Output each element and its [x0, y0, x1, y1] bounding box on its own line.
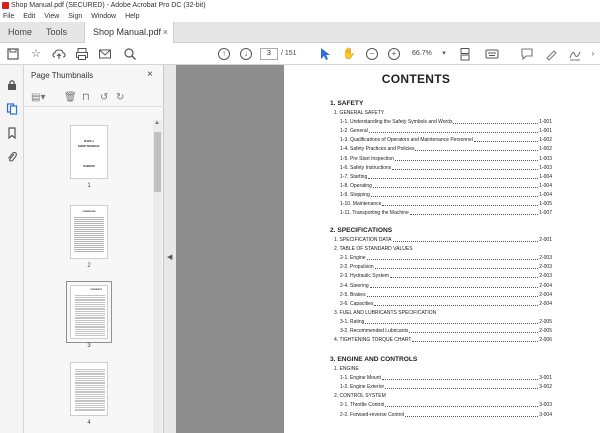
toc-entry[interactable] — [340, 210, 552, 216]
thumbnail-number-1: 1 — [87, 183, 91, 189]
thumb2-text-block — [74, 216, 104, 252]
highlight-pen-icon[interactable] — [544, 47, 558, 61]
toc-leader-dots — [373, 183, 538, 188]
menu-sign[interactable]: Sign — [68, 13, 83, 20]
main-toolbar — [0, 43, 600, 65]
tab-bar — [0, 22, 600, 43]
bookmark-star-icon[interactable]: ☆ — [31, 48, 41, 60]
toc-entry[interactable] — [340, 128, 552, 134]
thumbnail-page-3[interactable] — [70, 285, 108, 339]
toc-entry-label: 1-6. Safety Instructions — [340, 164, 392, 171]
page-thumbnails-panel — [24, 65, 164, 433]
toc-entry-label: 2-5. Brakes — [340, 291, 366, 298]
toc-leader-dots — [393, 237, 539, 242]
toc-entry-page: 2-003 — [539, 264, 552, 271]
toc-leader-dots — [369, 128, 538, 133]
toc-leader-dots — [367, 292, 539, 297]
toc-leader-dots — [368, 174, 538, 179]
toc-entry[interactable] — [340, 283, 552, 289]
toc-entry[interactable] — [340, 402, 552, 408]
toc-entry-page: 2-003 — [539, 273, 552, 280]
tab-home[interactable]: Home — [8, 27, 33, 37]
thumbnail-page-4[interactable] — [70, 362, 108, 416]
menu-edit[interactable]: Edit — [23, 13, 36, 20]
toc-entry-page: 2-004 — [539, 300, 552, 307]
tab-tools[interactable]: Tools — [46, 27, 68, 37]
toc-leader-dots — [410, 210, 538, 215]
toc-leader-dots — [375, 264, 539, 269]
toc-entry-page: 1-005 — [539, 201, 552, 207]
thumbnails-title: Page Thumbnails — [31, 71, 94, 80]
toc-leader-dots — [453, 119, 538, 124]
navigation-rail — [0, 65, 24, 433]
thumb3-text-block — [75, 294, 105, 336]
toc-entry-page: 2-001 — [539, 237, 552, 243]
toc-entry[interactable] — [340, 146, 552, 152]
print-icon[interactable] — [75, 47, 89, 61]
toc-entry-page: 3-004 — [539, 411, 552, 418]
keyboard-icon[interactable] — [485, 47, 499, 61]
next-page-icon[interactable]: ↓ — [240, 48, 252, 60]
thumb4-text-block — [75, 368, 105, 412]
toc-entry-label: 1-7. Starting — [340, 173, 368, 180]
toc-leader-dots — [371, 192, 538, 197]
window-title: Shop Manual.pdf (SECURED) - Adobe Acrobat Pro DC (32-bit) — [11, 2, 206, 9]
toc-entry-page: 2-005 — [539, 328, 552, 334]
email-icon[interactable] — [98, 47, 112, 61]
page-thumbnails-icon[interactable] — [6, 103, 18, 115]
thumb2-heading: FOREWORD — [82, 211, 96, 213]
thumb1-line1: R120-z — [84, 139, 94, 143]
toc-entry-label: 2. TABLE OF STANDARD VALUES — [334, 246, 413, 253]
toc-entry[interactable] — [340, 192, 552, 198]
thumbnail-scrollbar[interactable] — [153, 120, 162, 433]
menu-file[interactable]: File — [3, 13, 15, 20]
toc-entry-label: 2-2. Propulsion — [340, 264, 374, 271]
toc-entry[interactable] — [340, 412, 552, 418]
toc-entry-label: 2-6. Capacities — [340, 300, 374, 307]
toc-entry-label: 1-8. Operating — [340, 182, 372, 189]
toc-leader-dots — [370, 283, 539, 288]
toc-entry-page: 1-004 — [539, 182, 552, 189]
toc-leader-dots — [367, 255, 539, 260]
thumbnail-page-1[interactable] — [70, 125, 108, 179]
toc-entry[interactable] — [340, 384, 552, 390]
toc-entry[interactable] — [340, 156, 552, 162]
attachments-icon[interactable] — [6, 151, 18, 163]
select-cursor-icon[interactable] — [319, 47, 331, 61]
rotate-clockwise-icon[interactable]: ↻ — [116, 92, 125, 103]
toc-entry-label: 2-1. Engine — [340, 255, 366, 262]
zoom-in-icon[interactable]: + — [388, 48, 400, 60]
zoom-dropdown-icon[interactable]: ▾ — [442, 50, 446, 57]
thumb1-line2: SHOP MANUAL — [77, 144, 101, 148]
previous-page-icon[interactable]: ↑ — [218, 48, 230, 60]
toc-entry-label: 3. FUEL AND LUBRICANTS SPECIFICATION — [334, 309, 437, 316]
toc-leader-dots — [395, 156, 538, 161]
thumbnail-page-2[interactable] — [70, 205, 108, 259]
thumbnail-number-4: 4 — [87, 420, 91, 426]
toc-entry-page: 1-001 — [539, 119, 552, 126]
search-icon[interactable] — [123, 47, 137, 61]
panel-collapse-handle[interactable] — [164, 65, 176, 433]
toc-entry[interactable] — [340, 319, 552, 325]
toc-entry[interactable] — [334, 246, 552, 252]
toc-entry[interactable] — [340, 183, 552, 189]
toc-entry-label: 3-1. Rating — [340, 318, 365, 325]
menu-help[interactable]: Help — [125, 13, 140, 20]
toc-entry-label: 1-9. Stopping — [340, 191, 370, 198]
toc-entry-page: 3-003 — [539, 402, 552, 409]
toc-entry-label: 1-4. Safety Practices and Policies — [340, 146, 415, 153]
window-title-bar — [0, 0, 600, 11]
thumbnail-toolbar — [24, 89, 164, 107]
toc-entry-page: 2-003 — [539, 255, 552, 262]
tab-document-label: Shop Manual.pdf — [93, 27, 162, 37]
comment-icon[interactable] — [520, 47, 534, 61]
insert-page-icon[interactable]: ⊓ — [82, 92, 90, 103]
toc-entry-label: 1-11. Transporting the Machine — [340, 210, 409, 217]
menu-window[interactable]: Window — [91, 13, 117, 20]
toc-entry-label: 2-1. Throttle Control — [340, 402, 385, 409]
tab-close-icon[interactable]: × — [162, 27, 168, 37]
toc-leader-dots — [390, 273, 538, 278]
toc-entry-label: 1-2. General — [340, 128, 368, 135]
toc-entry[interactable] — [340, 301, 552, 307]
toc-entry-label: 1-10. Maintenance — [340, 201, 382, 207]
toc-leader-dots — [382, 201, 538, 206]
toc-entry-label: 4. TIGHTENING TORQUE CHART — [334, 337, 412, 344]
toc-entry[interactable] — [340, 119, 552, 125]
toc-entry[interactable] — [334, 337, 552, 343]
thumb1-brand: DAEWOO — [83, 165, 95, 168]
toc-entry-page: 1-004 — [539, 173, 552, 180]
sign-icon[interactable] — [568, 47, 582, 61]
bookmarks-icon[interactable] — [6, 127, 18, 139]
page-total: / 151 — [281, 50, 297, 57]
zoom-out-icon[interactable]: − — [366, 48, 378, 60]
toc-entry-label: 2-3. Hydraulic System — [340, 273, 389, 280]
zoom-level[interactable]: 66.7% — [412, 50, 432, 57]
rotate-counterclockwise-icon[interactable]: ↺ — [100, 92, 109, 103]
toc-entry-page: 1-003 — [539, 164, 552, 171]
save-icon[interactable] — [6, 47, 20, 61]
toc-section-title[interactable]: 1. SAFETY — [330, 100, 364, 107]
toc-leader-dots — [405, 412, 538, 417]
close-panel-icon[interactable]: × — [147, 69, 153, 80]
toc-entry-label: 1. ENGINE — [334, 366, 359, 372]
toc-entry-label: 2-2. Forward-reverse Control — [340, 411, 405, 418]
thumbnail-options-icon[interactable]: ▤▾ — [31, 92, 46, 103]
toc-entry-page: 1-004 — [539, 191, 552, 198]
toc-entry-label: 1. SPECIFICATION DATA — [334, 237, 392, 243]
document-viewer[interactable] — [176, 65, 600, 433]
toc-entry-label: 1. GENERAL SAFETY — [334, 110, 385, 116]
delete-page-icon[interactable]: 🗑 — [64, 92, 77, 103]
hand-tool-icon[interactable]: ✋ — [342, 48, 356, 60]
toc-entry-page: 2-004 — [539, 282, 552, 289]
toc-entry[interactable] — [334, 310, 552, 316]
upload-cloud-icon[interactable] — [52, 47, 66, 61]
toc-entry-label: 2-4. Steering — [340, 282, 369, 289]
thumbnail-number-3: 3 — [87, 343, 91, 349]
menu-view[interactable]: View — [44, 13, 60, 20]
thumb3-heading: CONTENTS — [89, 289, 103, 291]
toc-entry[interactable] — [340, 137, 552, 143]
toc-leader-dots — [365, 319, 538, 324]
toc-entry[interactable] — [334, 366, 552, 372]
scroll-up-arrow-icon[interactable]: ▲ — [154, 120, 160, 126]
thumbnail-scroll-thumb[interactable] — [154, 132, 161, 192]
toc-entry-label: 1-1. Engine Mount — [340, 375, 381, 382]
tab-document[interactable] — [84, 22, 174, 43]
toc-leader-dots — [382, 375, 538, 380]
toc-entry-page: 3-001 — [539, 375, 552, 382]
toc-entry[interactable] — [340, 201, 552, 207]
document-page — [284, 65, 600, 433]
contents-heading: CONTENTS — [381, 72, 451, 86]
toc-entry[interactable] — [340, 255, 552, 261]
page-display-icon[interactable] — [458, 47, 472, 61]
toc-entry-page: 2-006 — [539, 337, 552, 344]
toc-entry[interactable] — [340, 273, 552, 279]
toc-entry-page: 1-001 — [539, 128, 552, 135]
toc-leader-dots — [374, 301, 538, 306]
toc-entry-page: 1-003 — [539, 155, 552, 162]
toc-entry[interactable] — [340, 174, 552, 180]
thumbnail-number-2: 2 — [87, 263, 91, 269]
toc-entry[interactable] — [334, 110, 552, 116]
toc-leader-dots — [412, 337, 538, 342]
toc-entry-label: 1-2. Engine Exterior — [340, 384, 385, 391]
page-number-input[interactable]: 3 — [260, 48, 278, 60]
toc-entry-label: 1-5. Pre Start Inspection — [340, 155, 394, 162]
toc-leader-dots — [385, 402, 538, 407]
toc-entry-label: 2. CONTROL SYSTEM — [334, 393, 386, 400]
toc-leader-dots — [474, 137, 538, 142]
toc-entry[interactable] — [334, 393, 552, 399]
toc-entry[interactable] — [340, 328, 552, 334]
toc-entry-page: 2-004 — [539, 291, 552, 298]
toc-entry[interactable] — [340, 375, 552, 381]
toc-entry-label: 1-3. Qualifications of Operators and Maintenance Personnel — [340, 137, 473, 144]
acrobat-app-icon — [2, 2, 9, 9]
toc-section-title[interactable]: 3. ENGINE AND CONTROLS — [330, 356, 418, 363]
toc-section-title[interactable]: 2. SPECIFICATIONS — [330, 227, 393, 234]
menu-bar — [0, 11, 600, 22]
lock-icon[interactable] — [6, 79, 18, 91]
toc-entry-label: 3-2. Recommended Lubricants — [340, 328, 409, 334]
toc-entry-page: 2-005 — [539, 318, 552, 325]
toc-leader-dots — [385, 384, 538, 389]
toc-entry-page: 1-002 — [539, 137, 552, 144]
toc-leader-dots — [409, 328, 538, 333]
toc-leader-dots — [392, 165, 538, 170]
toc-entry-label: 1-1. Understanding the Safety Symbols and Words — [340, 119, 453, 126]
toc-entry-page: 1-007 — [539, 210, 552, 217]
toc-entry-page: 1-002 — [539, 146, 552, 153]
collapse-left-icon[interactable]: ◀ — [167, 254, 173, 261]
toc-entry[interactable] — [340, 264, 552, 270]
toc-entry[interactable] — [340, 292, 552, 298]
toc-entry[interactable] — [334, 237, 552, 243]
more-tools-icon[interactable]: › — [591, 49, 595, 58]
toc-entry-page: 3-002 — [539, 384, 552, 391]
toc-leader-dots — [415, 146, 538, 151]
toc-entry[interactable] — [340, 165, 552, 171]
